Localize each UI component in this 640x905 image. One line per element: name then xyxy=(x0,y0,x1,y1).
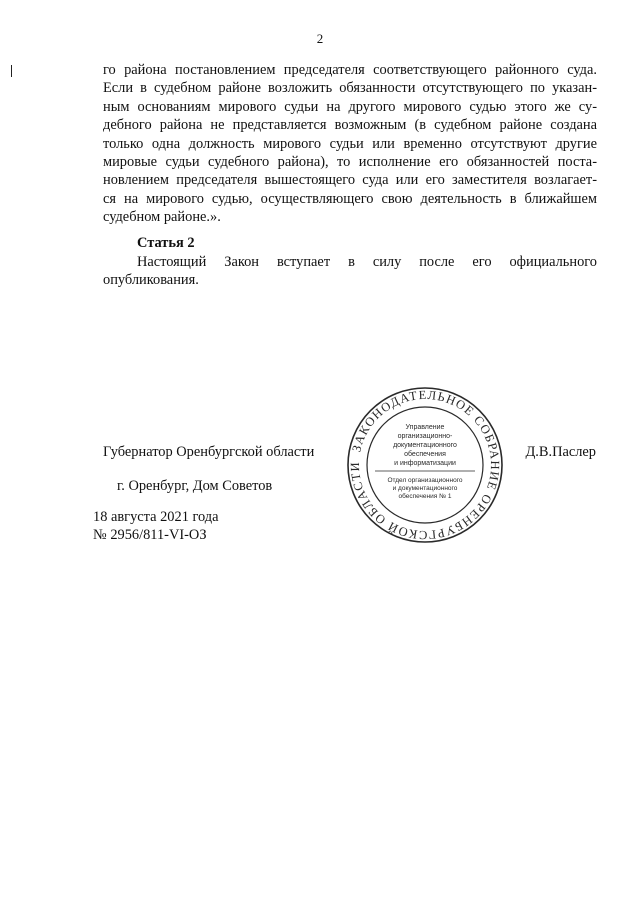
article-paragraph xyxy=(103,253,597,290)
official-seal-icon xyxy=(345,385,505,545)
body-line: го района постановлением председателя соответствующего районного суда. xyxy=(103,62,597,78)
article-line: опубликования. xyxy=(103,272,199,289)
signatory-position: Губернатор Оренбургской области xyxy=(103,444,315,460)
article-heading: Статья 2 xyxy=(137,235,195,251)
body-line: только одна должность мирового судьи или временно отсутствуют другие xyxy=(103,135,597,152)
seal-inner-text: и информатизации xyxy=(394,460,456,467)
body-line: дебного района не представляется возможным (в судебном районе создана xyxy=(103,117,597,134)
continuation-paragraph xyxy=(103,61,597,227)
body-line: ным основаниям мирового судьи на другого мирового судью этого же су- xyxy=(103,98,597,115)
body-line: новлением председателя вышестоящего суда или его заместителя возлагает- xyxy=(103,172,597,189)
seal-inner-text: обеспечения № 1 xyxy=(398,493,452,500)
seal-ring-text: ЗАКОНОДАТЕЛЬНОЕ СОБРАНИЕ ОРЕНБУРГСКОЙ ОБЛАСТИ xyxy=(347,387,503,543)
body-line: судебном районе.». xyxy=(103,209,221,226)
signatory-name: Д.В.Паслер xyxy=(525,444,596,460)
seal-inner-text: обеспечения xyxy=(404,451,446,458)
scan-edge-mark xyxy=(11,65,12,77)
seal-inner-text: Управление xyxy=(405,424,445,431)
law-number: № 2956/811-VI-ОЗ xyxy=(93,527,207,543)
seal-inner-text: Отдел организационного xyxy=(387,477,463,484)
seal-inner-text: документационного xyxy=(393,442,457,449)
page-number: 2 xyxy=(316,31,324,46)
body-line: мировые судьи судебного района), то исполнение его обязанностей поста- xyxy=(103,154,597,171)
article-line: Настоящий Закон вступает в силу после его официального xyxy=(137,254,597,270)
body-line: ся на мирового судью, осуществляющего свою деятельность в ближайшем xyxy=(103,190,597,207)
signing-date: 18 августа 2021 года xyxy=(93,509,219,525)
seal-inner-text: организационно- xyxy=(397,433,453,440)
body-line: Если в судебном районе возложить обязанности отсутствующего по указан- xyxy=(103,80,597,97)
signing-place: г. Оренбург, Дом Советов xyxy=(117,478,273,494)
seal-inner-text: и документационного xyxy=(392,485,458,492)
